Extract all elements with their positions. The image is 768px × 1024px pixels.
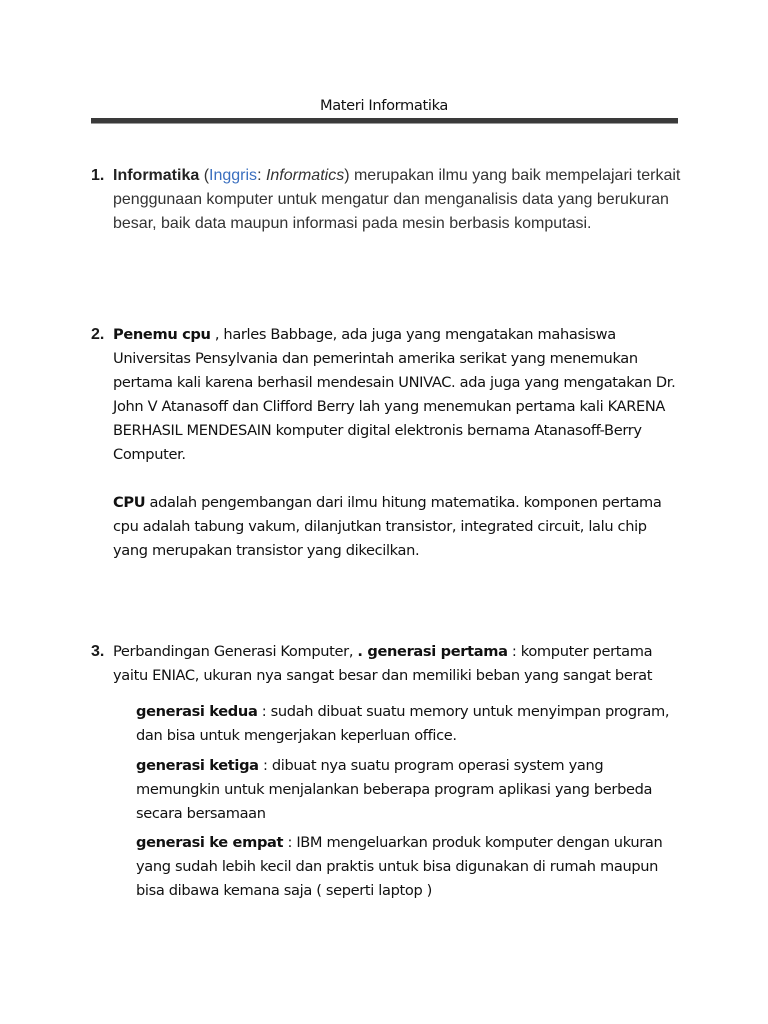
informatika-definition: ) merupakan ilmu yang baik mempelajari terkait penggunaan komputer untuk mengatur dan menganalisis data yang berukuran besar, baik data maupun informasi pada mesin berbasis komputasi. <box>113 167 681 232</box>
informatics-term: Informatics <box>265 167 345 184</box>
document-title: Materi Informatika <box>319 97 449 114</box>
list-number: 2. <box>91 326 105 343</box>
generasi-ketiga-text: : dibuat nya suatu program operasi system yang memungkin untuk menjalankan beberapa program aplikasi yang berbeda secara bersamaan <box>136 757 653 822</box>
cpu-text: adalah pengembangan dari ilmu hitung matematika. komponen pertama cpu adalah tabung vakum, dilanjutkan transistor, integrated circuit, lalu chip yang merupakan transistor yang dikecilkan. <box>113 494 662 559</box>
generasi-ke-empat-text: : IBM mengeluarkan produk komputer dengan ukuran yang sudah lebih kecil dan praktis untuk bisa digunakan di rumah maupun bisa dibawa kemana saja ( seperti laptop ) <box>136 834 663 899</box>
generasi-ketiga-paragraph <box>136 754 681 826</box>
penemu-cpu-paragraph <box>113 323 681 467</box>
title-divider <box>91 118 678 124</box>
generasi-ketiga-term: generasi ketiga <box>136 757 259 774</box>
informatika-term: Informatika <box>113 167 200 184</box>
generasi-intro: Perbandingan Generasi Komputer, <box>113 643 358 660</box>
list-number: 1. <box>91 167 105 184</box>
generasi-intro-paragraph <box>113 640 681 688</box>
generasi-ke-empat-paragraph <box>136 831 681 903</box>
penemu-cpu-term: Penemu cpu <box>113 326 211 343</box>
cpu-term: CPU <box>113 494 146 511</box>
generasi-kedua-paragraph <box>136 700 681 748</box>
list-number: 3. <box>91 643 105 660</box>
colon: : <box>257 167 266 184</box>
open-paren: ( <box>199 167 210 184</box>
penemu-cpu-text: , harles Babbage, ada juga yang mengatakan mahasiswa Universitas Pensylvania dan pemerintah amerika serikat yang menemukan pertama kali karena berhasil mendesain UNIVAC. ada juga yang mengatakan Dr. John V Atanasoff dan Clifford Berry lah yang menemukan pertama kali KARENA BERHASIL MENDESAIN komputer digital elektronis bernama Atanasoff-Berry Computer. <box>113 326 676 463</box>
generasi-pertama-term: . generasi pertama <box>357 643 508 660</box>
generasi-kedua-term: generasi kedua <box>136 703 258 720</box>
generasi-ke-empat-term: generasi ke empat <box>136 834 284 851</box>
generasi-pertama-text: : komputer pertama yaitu ENIAC, ukuran nya sangat besar dan memiliki beban yang sangat berat <box>113 643 653 684</box>
generasi-kedua-block <box>136 700 681 748</box>
generasi-ketiga-block <box>136 754 681 826</box>
cpu-paragraph <box>113 491 681 563</box>
informatika-paragraph <box>113 164 681 236</box>
generasi-ke-empat-block <box>136 831 681 903</box>
inggris-link[interactable]: Inggris <box>209 167 258 184</box>
generasi-kedua-text: : sudah dibuat suatu memory untuk menyimpan program, dan bisa untuk mengerjakan keperluan office. <box>136 703 670 744</box>
